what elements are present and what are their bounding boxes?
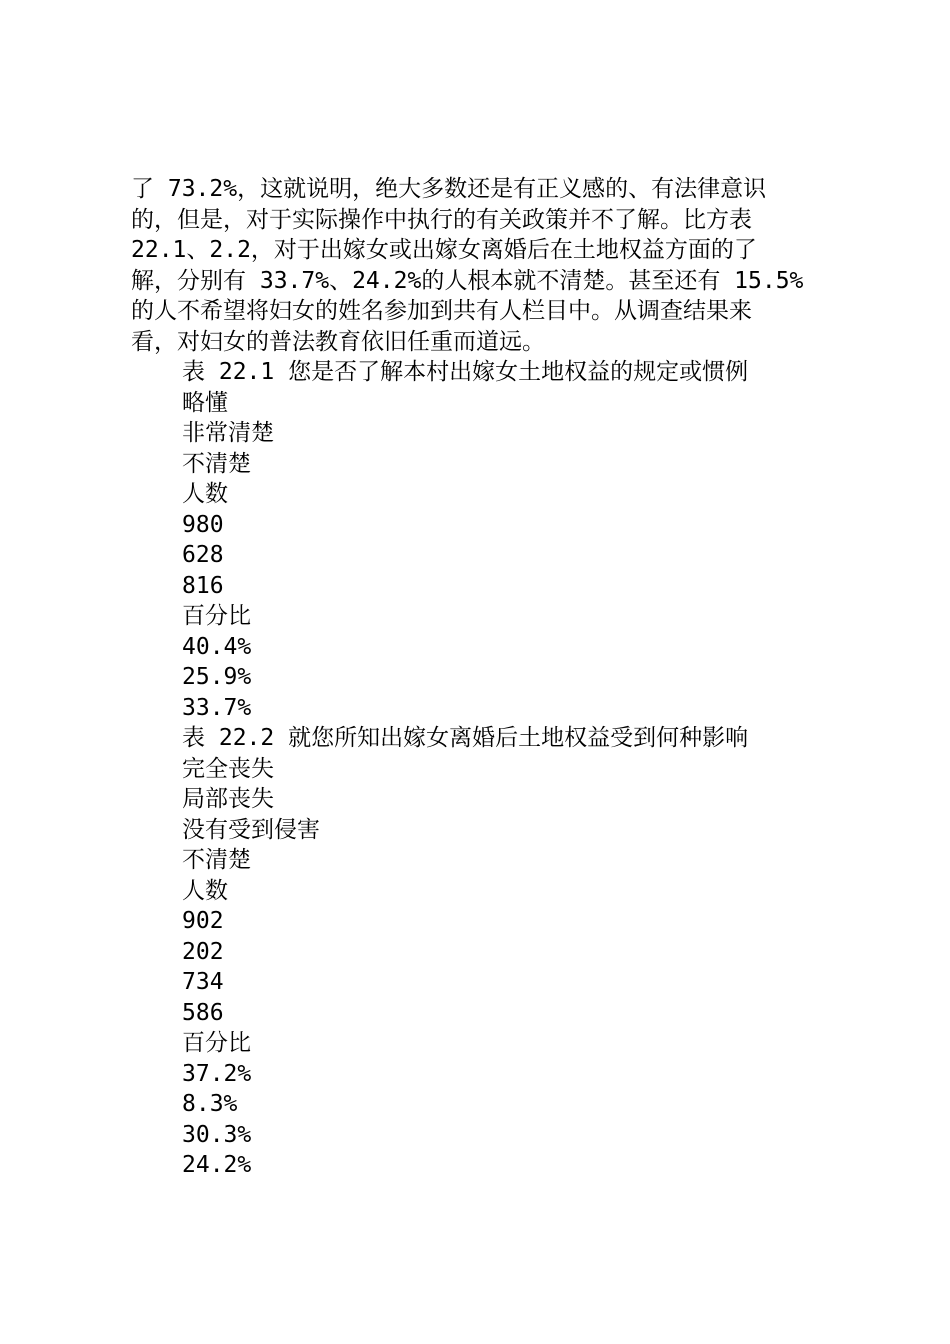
table1-percent-cell: 33.7% (182, 694, 252, 721)
table1-percent-label: 百分比 (182, 603, 251, 629)
table1-count-cell: 628 (182, 542, 224, 568)
table1-header-cell: 不清楚 (182, 450, 251, 477)
table2-percent-label: 百分比 (182, 1030, 251, 1056)
paragraph-line: 看，对妇女的普法教育依旧任重而道远。 (131, 328, 545, 355)
table2-header-cell: 局部丧失 (182, 786, 274, 812)
table1-percent-cell: 40.4% (182, 633, 252, 660)
table1-caption: 表 22.1 您是否了解本村出嫁女土地权益的规定或惯例 (182, 359, 749, 385)
table2-percent-cell: 30.3% (182, 1121, 252, 1148)
paragraph-line: 了 73.2%，这就说明，绝大多数还是有正义感的、有法律意识 (131, 176, 767, 202)
table2-count-cell: 202 (182, 938, 224, 965)
table2-count-cell: 734 (182, 969, 224, 995)
table2-header-cell: 完全丧失 (182, 755, 274, 782)
table2-caption: 表 22.2 就您所知出嫁女离婚后土地权益受到何种影响 (182, 725, 749, 751)
table2-percent-cell: 24.2% (182, 1152, 252, 1178)
table2-header-cell: 没有受到侵害 (182, 816, 320, 843)
table2-count-cell: 586 (182, 999, 224, 1026)
table2-percent-cell: 37.2% (182, 1060, 252, 1087)
table-content-list (182, 357, 822, 1181)
table2-header-cell: 不清楚 (182, 847, 251, 873)
table1-count-cell: 980 (182, 511, 224, 538)
paragraph-line: 22.1、2.2，对于出嫁女或出嫁女离婚后在土地权益方面的了 (131, 237, 757, 263)
table1-percent-cell: 25.9% (182, 664, 252, 690)
table1-header-cell: 非常清楚 (182, 420, 274, 446)
table2-count-cell: 902 (182, 908, 224, 934)
table1-count-label: 人数 (182, 481, 228, 507)
table1-count-cell: 816 (182, 572, 224, 599)
paragraph-line: 的，但是，对于实际操作中执行的有关政策并不了解。比方表 (131, 206, 752, 233)
paragraph-line: 的人不希望将妇女的姓名参加到共有人栏目中。从调查结果来 (131, 298, 752, 324)
table1-header-cell: 略懂 (182, 389, 228, 416)
table2-count-label: 人数 (182, 877, 228, 904)
body-paragraph (131, 174, 825, 357)
table2-percent-cell: 8.3% (182, 1091, 238, 1117)
paragraph-line: 解，分别有 33.7%、24.2%的人根本就不清楚。甚至还有 15.5% (131, 267, 804, 294)
